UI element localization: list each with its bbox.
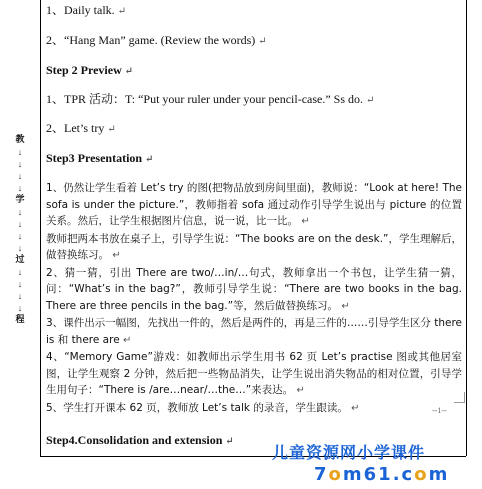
heading-step3: Step3 Presentation ↵ xyxy=(46,151,154,165)
page-corner-mark xyxy=(454,392,465,403)
line-daily-talk: 1、Daily talk. ↵ xyxy=(46,3,127,17)
table-border-right xyxy=(466,0,467,456)
heading-step4: Step4.Consolidation and extension ↵ xyxy=(46,433,234,447)
line-lets-try: 2、Let’s try ↵ xyxy=(46,121,116,135)
table-border-left xyxy=(40,0,41,456)
side-char-4: 程 xyxy=(15,315,25,325)
side-char-3: 过 xyxy=(15,255,25,265)
watermark-url: 7om61.com xyxy=(314,464,450,485)
paragraph-3: 2、猜一猜，引出 There are two/…in/…句式，教师拿出一个书包，让学生猜一猜，问：“What’s in the bag?”，教师引导学生说：“There are two books in the bag. There are three pencils in the bag.”等，然后做替换练习。 ↵ xyxy=(46,266,462,312)
side-char-2: 学 xyxy=(15,195,25,205)
paragraph-2: 教师把两本书放在桌子上，引导学生说：“The books are on the desk.”，学生理解后，做替换练习。 ↵ xyxy=(46,232,462,261)
paragraph-5: 4、“Memory Game”游戏：如教师出示学生用书 62 页 Let’s practise 图或其他居室图，让学生观察 2 分钟，然后把一些物品消失，让学生说出消失物品的相对位置，引导学生用句子：“There is /are…near/…the…”来表达。 ↵ xyxy=(46,351,462,396)
side-label: 教 ↓ ↓ ↓ ↓ 学 ↓ ↓ ↓ ↓ 过 ↓ ↓ ↓ ↓ 程 xyxy=(10,134,30,326)
heading-step2: Step 2 Preview ↵ xyxy=(46,63,134,77)
line-tpr: 1、TPR 活动：T: “Put your ruler under your pencil-case.” Ss do. ↵ xyxy=(46,92,375,106)
line-hang-man: 2、“Hang Man” game. (Review the words) ↵ xyxy=(46,33,267,47)
paragraph-1: 1、仍然让学生看着 Let’s try 的图(把物品放到房间里面)，教师说：“Look at here! The sofa is under the picture.”，教师指着 sofa 通过动作引导学生说出与 picture 的位置关系。然后，让学生根据图片信息，说一说，比一比。 ↵ xyxy=(46,182,462,227)
watermark-text: 儿童资源网小学课件 xyxy=(272,443,426,462)
paragraph-6: 5、学生打开课本 62 页，教师放 Let’s talk 的录音，学生跟读。 ↵ xyxy=(46,401,360,414)
paragraph-4: 3、课件出示一幅图，先找出一件的，然后是两件的，再是三件的……引导学生区分 there is 和 there are ↵ xyxy=(46,317,462,346)
presentation-paragraphs xyxy=(46,180,462,417)
side-char-1: 教 xyxy=(15,135,25,145)
page-number: --1-- xyxy=(432,406,447,415)
